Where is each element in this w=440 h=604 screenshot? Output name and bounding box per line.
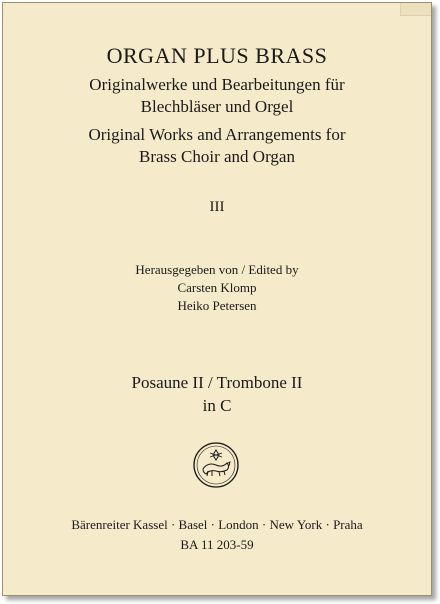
cover-title: ORGAN PLUS BRASS (106, 43, 328, 68)
subtitle-english-line-1: Original Works and Arrangements for (88, 125, 346, 144)
instrument-part: Posaune II / Trombone II (131, 373, 303, 392)
edited-by-label: Herausgegeben von / Edited by (135, 262, 299, 277)
editor-name: Carsten Klomp (177, 280, 257, 295)
instrument-key: in C (202, 396, 232, 415)
editor-name: Heiko Petersen (177, 298, 257, 313)
publisher-line: Bärenreiter Kassel · Basel · London · New York · Praha (71, 517, 363, 532)
corner-tab (400, 3, 431, 16)
cover-page (2, 2, 432, 596)
subtitle-german-line-2: Blechbläser und Orgel (140, 97, 294, 116)
catalog-number: BA 11 203-59 (180, 537, 254, 552)
subtitle-german-line-1: Originalwerke und Bearbeitungen für (89, 75, 345, 94)
subtitle-english-line-2: Brass Choir and Organ (139, 147, 295, 166)
baerenreiter-logo-icon (192, 441, 240, 489)
volume-number: III (209, 199, 225, 215)
